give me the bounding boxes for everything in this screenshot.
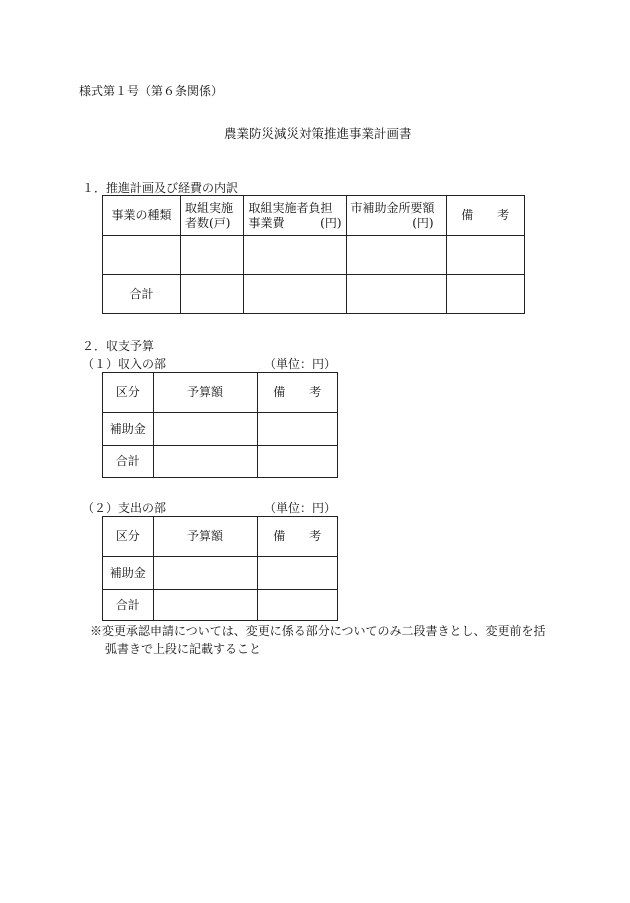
header-implementers: 取組実施 者数(戸)	[181, 196, 244, 236]
cell-empty	[153, 590, 257, 621]
income-heading: （１）収入の部	[82, 357, 167, 371]
cell-empty	[244, 275, 346, 314]
cell-empty	[257, 557, 338, 590]
income-header-category: 区分	[103, 373, 154, 413]
cell-empty	[346, 236, 446, 275]
cell-empty	[181, 236, 244, 275]
header-business-type: 事業の種類	[103, 196, 181, 236]
expense-header-category: 区分	[103, 517, 154, 557]
expense-row-total: 合計	[103, 590, 154, 621]
table-row	[103, 590, 338, 621]
income-table	[102, 372, 338, 478]
table-row	[103, 446, 338, 478]
expense-header-remarks: 備 考	[257, 517, 338, 557]
table-row	[103, 236, 525, 275]
cell-empty	[181, 275, 244, 314]
cell-empty	[346, 275, 446, 314]
income-row-total: 合計	[103, 446, 154, 478]
table-row	[103, 557, 338, 590]
document-title: 農業防災減災対策推進事業計画書	[224, 126, 412, 141]
cell-empty	[446, 236, 524, 275]
total-label: 合計	[103, 275, 181, 314]
cell-empty	[257, 590, 338, 621]
cell-empty	[244, 236, 346, 275]
header-city-subsidy: 市補助金所要額 (円)	[346, 196, 446, 236]
section1-heading: １．推進計画及び経費の内訳	[82, 181, 239, 195]
cell-empty	[446, 275, 524, 314]
income-row-subsidy: 補助金	[103, 413, 154, 446]
section2-heading: ２．収支予算	[82, 339, 155, 353]
income-unit: （単位：円）	[264, 357, 337, 371]
cell-empty	[153, 557, 257, 590]
income-header-remarks: 備 考	[257, 373, 338, 413]
cell-empty	[153, 413, 257, 446]
cell-empty	[103, 236, 181, 275]
table-row	[103, 413, 338, 446]
note-line-2: 弧書きで上段に記載すること	[105, 642, 262, 656]
expense-heading: （２）支出の部	[82, 501, 167, 515]
form-number: 様式第１号（第６条関係）	[79, 84, 224, 98]
expense-row-subsidy: 補助金	[103, 557, 154, 590]
cell-empty	[257, 413, 338, 446]
plan-expense-table	[102, 195, 525, 314]
expense-table	[102, 516, 338, 621]
table-row-total	[103, 275, 525, 314]
expense-header-budget: 予算額	[153, 517, 257, 557]
note-line-1: ※変更承認申請については、変更に係る部分についてのみ二段書きとし、変更前を括	[90, 624, 546, 638]
cell-empty	[153, 446, 257, 478]
income-header-budget: 予算額	[153, 373, 257, 413]
header-remarks: 備 考	[446, 196, 524, 236]
header-implementer-burden: 取組実施者負担 事業費 (円)	[244, 196, 346, 236]
cell-empty	[257, 446, 338, 478]
expense-unit: （単位：円）	[264, 501, 337, 515]
